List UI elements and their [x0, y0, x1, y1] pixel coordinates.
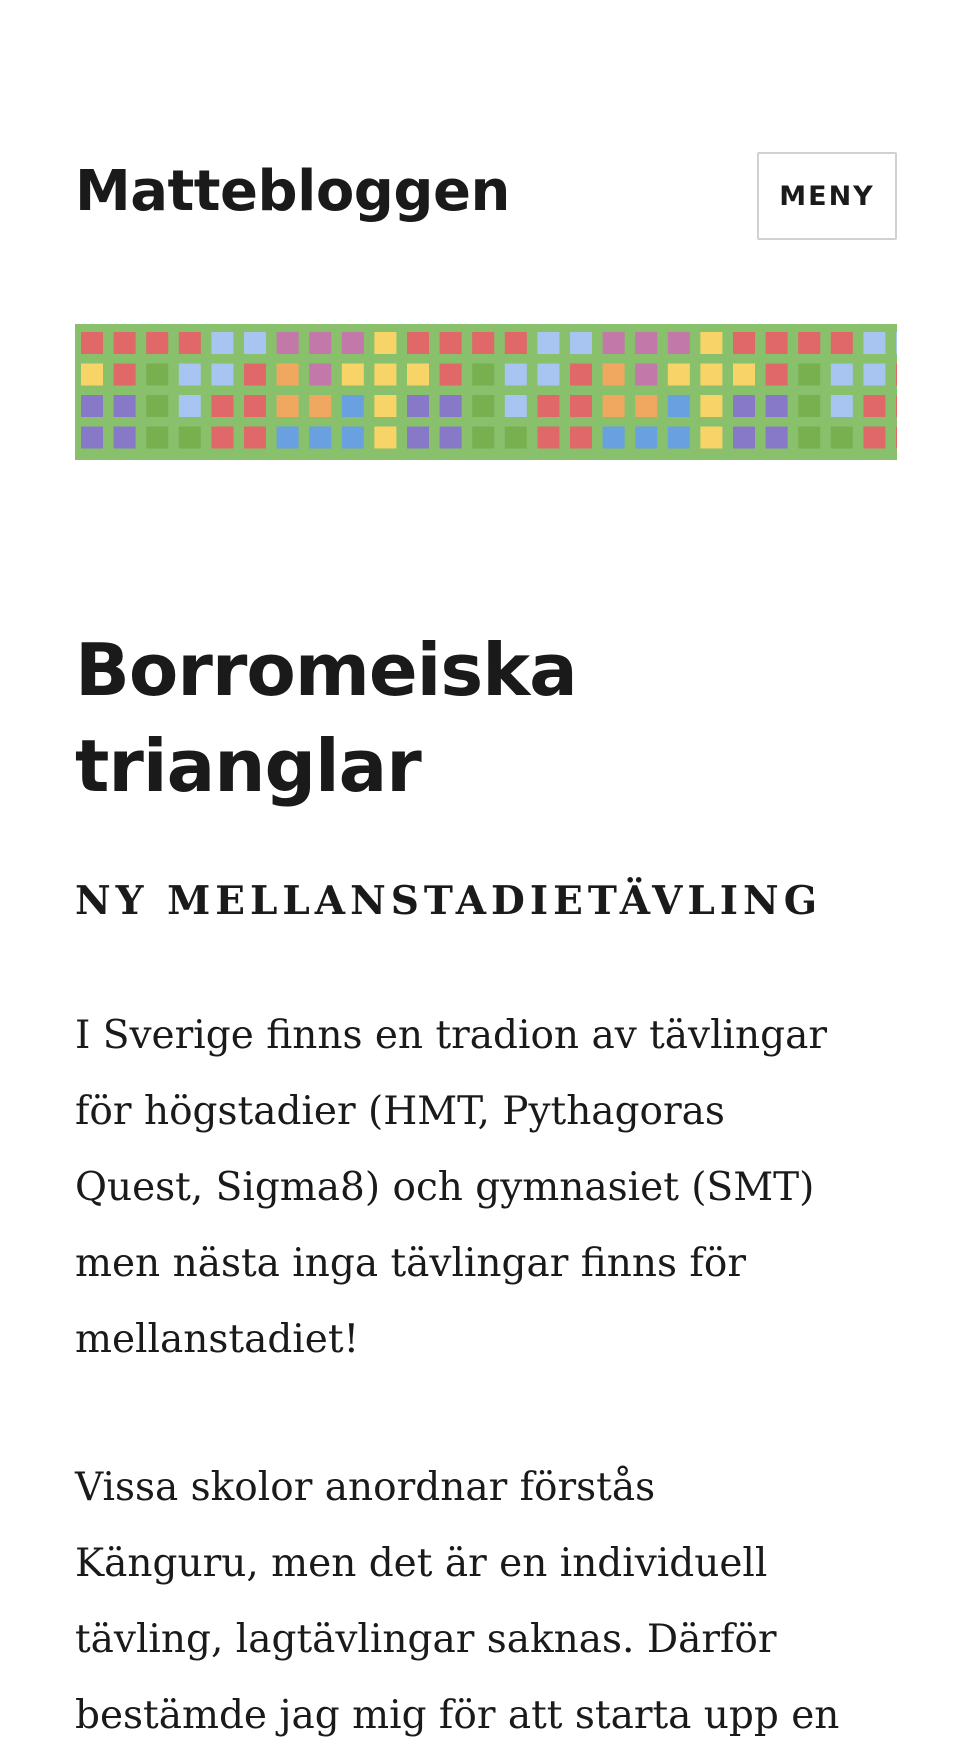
- header-tile: [342, 427, 364, 449]
- header-tile: [211, 364, 233, 386]
- header-tile: [244, 395, 266, 417]
- header-tile: [896, 332, 897, 354]
- header-tile: [244, 427, 266, 449]
- header-tile: [831, 364, 853, 386]
- header-tile: [472, 395, 494, 417]
- header-tile: [472, 427, 494, 449]
- paragraph-line: mellanstadiet!: [75, 1316, 360, 1362]
- header-tile: [798, 395, 820, 417]
- header-tile: [407, 332, 429, 354]
- menu-button[interactable]: MENY: [757, 152, 897, 240]
- paragraph-line: men nästa inga tävlingar finns för: [75, 1240, 746, 1286]
- header-tile: [635, 332, 657, 354]
- paragraph-line: bestämde jag mig för att starta upp en: [75, 1692, 840, 1738]
- header-tile: [635, 364, 657, 386]
- header-tile: [342, 395, 364, 417]
- header-tile: [635, 427, 657, 449]
- paragraph-line: för högstadier (HMT, Pythagoras: [75, 1088, 725, 1134]
- header-tile: [700, 395, 722, 417]
- header-tile: [505, 427, 527, 449]
- header-tile: [766, 395, 788, 417]
- header-tile: [537, 364, 559, 386]
- header-tile: [179, 395, 201, 417]
- header-tile: [146, 395, 168, 417]
- header-tile: [211, 395, 233, 417]
- header-tile: [537, 427, 559, 449]
- header-tile: [603, 332, 625, 354]
- header-tile: [374, 395, 396, 417]
- header-tile: [81, 364, 103, 386]
- header-tile: [505, 332, 527, 354]
- header-tile: [766, 427, 788, 449]
- header-tile: [733, 395, 755, 417]
- header-tile: [374, 427, 396, 449]
- header-tile: [146, 427, 168, 449]
- header-tile: [244, 364, 266, 386]
- header-tile: [472, 364, 494, 386]
- header-tile: [244, 332, 266, 354]
- header-tile: [896, 364, 897, 386]
- paragraph-line: Quest, Sigma8) och gymnasiet (SMT): [75, 1164, 815, 1210]
- header-tile: [472, 332, 494, 354]
- header-tile: [798, 332, 820, 354]
- header-tile: [603, 395, 625, 417]
- paragraph-line: Känguru, men det är en individuell: [75, 1540, 768, 1586]
- header-tile: [440, 332, 462, 354]
- header-tile: [798, 364, 820, 386]
- header-tile: [309, 364, 331, 386]
- header-tile: [733, 364, 755, 386]
- header-tile: [114, 427, 136, 449]
- header-tile: [668, 332, 690, 354]
- header-tile: [407, 364, 429, 386]
- header-tile: [146, 332, 168, 354]
- post-title-text: Borromeiska trianglar: [75, 628, 577, 808]
- header-tile: [309, 395, 331, 417]
- header-tile: [211, 332, 233, 354]
- header-tile: [798, 427, 820, 449]
- header-tile: [211, 427, 233, 449]
- header-tile: [537, 332, 559, 354]
- header-tile: [831, 332, 853, 354]
- header-tile: [896, 427, 897, 449]
- header-tile: [407, 427, 429, 449]
- post-content: [75, 998, 897, 1754]
- header-tile: [179, 332, 201, 354]
- header-tile: [342, 364, 364, 386]
- header-tile: [668, 427, 690, 449]
- header-tile: [114, 395, 136, 417]
- header-tile: [440, 427, 462, 449]
- header-tile: [863, 364, 885, 386]
- header-tile: [570, 332, 592, 354]
- header-tile: [863, 332, 885, 354]
- header-tile: [603, 427, 625, 449]
- header-tile: [863, 427, 885, 449]
- header-tile: [277, 332, 299, 354]
- header-tile: [505, 364, 527, 386]
- header-tile: [440, 364, 462, 386]
- header-tile: [570, 395, 592, 417]
- header-tile: [570, 364, 592, 386]
- header-tile: [766, 364, 788, 386]
- header-tile: [896, 395, 897, 417]
- header-tile: [179, 427, 201, 449]
- paragraph-line: tävling, lagtävlingar saknas. Därför: [75, 1616, 777, 1662]
- header-tile: [635, 395, 657, 417]
- header-tile: [733, 332, 755, 354]
- header-tile: [440, 395, 462, 417]
- header-tile: [407, 395, 429, 417]
- header-tile: [374, 332, 396, 354]
- header-tile: [831, 395, 853, 417]
- header-tile: [700, 364, 722, 386]
- post-subtitle: NY MELLANSTADIETÄVLING: [75, 878, 823, 924]
- header-tile: [733, 427, 755, 449]
- site-title-link[interactable]: Mattebloggen: [75, 159, 510, 224]
- header-tile: [505, 395, 527, 417]
- paragraph-1: [75, 998, 897, 1378]
- header-tile: [700, 332, 722, 354]
- site-header: [75, 138, 897, 248]
- paragraph-line: Vissa skolor anordnar förstås: [75, 1464, 656, 1510]
- header-tile: [146, 364, 168, 386]
- header-image: [75, 324, 897, 460]
- header-tile: [603, 364, 625, 386]
- header-tile: [114, 364, 136, 386]
- header-tile: [700, 427, 722, 449]
- header-tile: [81, 427, 103, 449]
- header-tile: [309, 427, 331, 449]
- header-tile: [570, 427, 592, 449]
- header-tile: [374, 364, 396, 386]
- header-tile: [277, 395, 299, 417]
- header-tile: [668, 364, 690, 386]
- header-tile: [277, 364, 299, 386]
- header-tile: [309, 332, 331, 354]
- header-tile: [81, 332, 103, 354]
- header-tile: [277, 427, 299, 449]
- post-title: [75, 622, 897, 814]
- header-tile: [668, 395, 690, 417]
- header-tile: [179, 364, 201, 386]
- header-tile: [537, 395, 559, 417]
- post-article: [75, 622, 897, 1754]
- paragraph-line: I Sverige finns en tradion av tävlingar: [75, 1012, 828, 1058]
- header-tile: [114, 332, 136, 354]
- header-tile: [831, 427, 853, 449]
- paragraph-2: [75, 1450, 897, 1754]
- header-tile: [81, 395, 103, 417]
- header-tile: [766, 332, 788, 354]
- header-tile: [342, 332, 364, 354]
- header-tile: [863, 395, 885, 417]
